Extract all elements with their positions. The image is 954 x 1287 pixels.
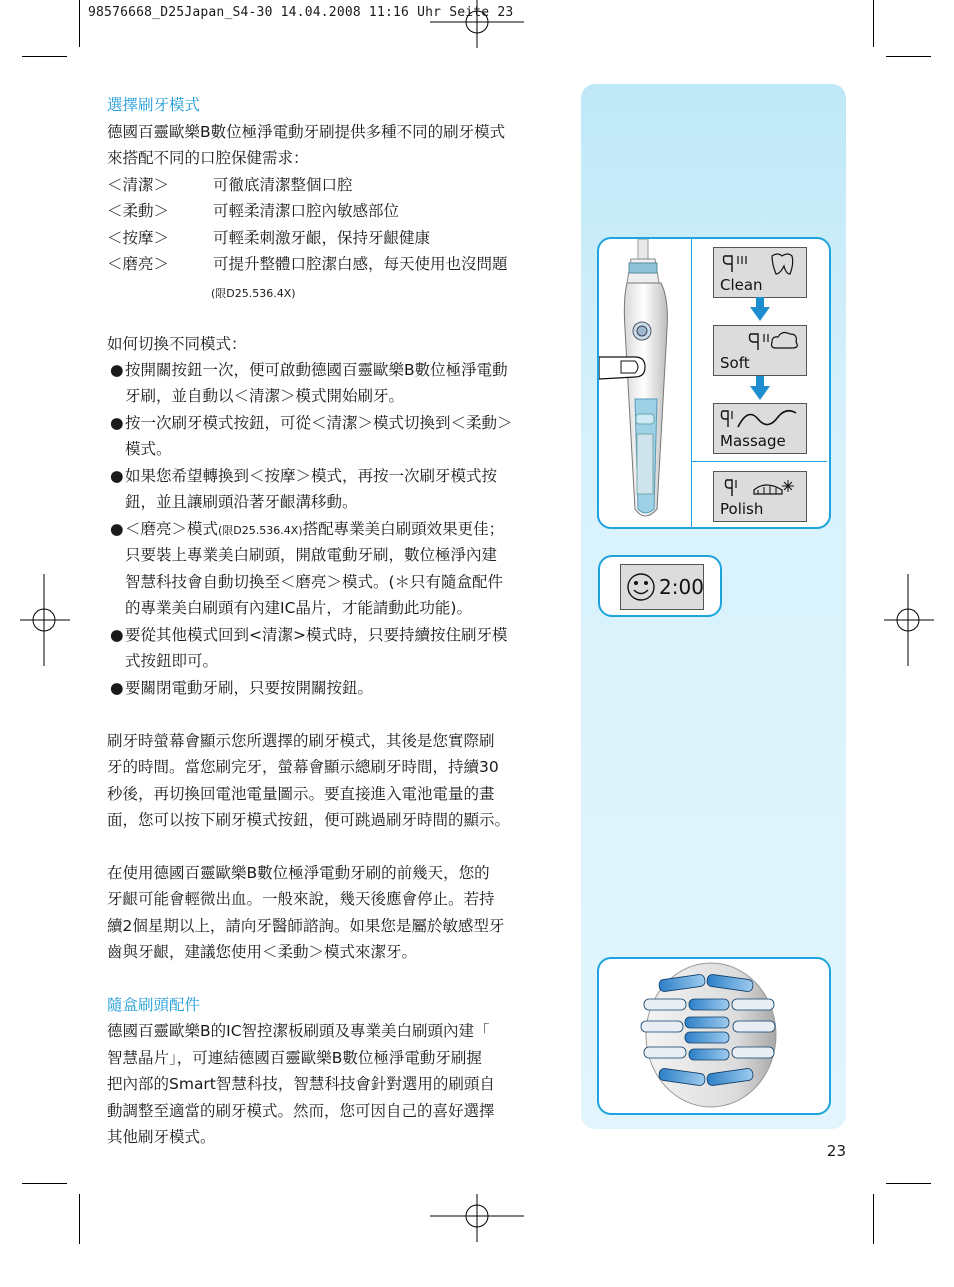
bullet-line: 式按鈕即可。	[125, 652, 219, 670]
paragraph-line: 續2個星期以上，請向牙醫師諮詢。如果您是屬於敏感型牙	[107, 917, 505, 935]
mode-desc: 可輕柔刺激牙齦，保持牙齦健康	[213, 229, 431, 247]
bullet-dot: ●	[110, 467, 124, 485]
paragraph-line: 刷牙時螢幕會顯示您所選擇的刷牙模式，其後是您實際刷	[107, 732, 495, 750]
mode-name: ＜磨亮＞	[107, 255, 170, 273]
mode-desc: 可輕柔清潔口腔內敏感部位	[213, 202, 400, 220]
bullet-line: 按開關按鈕一次，便可啟動德國百靈歐樂B數位極淨電動	[125, 361, 508, 379]
paragraph-line: 德國百靈歐樂B的IC智控潔板刷頭及專業美白刷頭內建「	[107, 1022, 490, 1040]
paragraph-line: 在使用德國百靈歐樂B數位極淨電動牙刷的前幾天，您的	[107, 864, 490, 882]
lcd-mode-label: Polish	[720, 500, 764, 518]
bullet-line: 要從其他模式回到<清潔>模式時，只要持續按住刷牙模	[125, 626, 508, 644]
bullet-dot: ●	[110, 679, 124, 697]
paragraph-line: 面，您可以按下刷牙模式按鈕，便可跳過刷牙時間的顯示。	[107, 811, 511, 829]
timer-value: 2:00	[659, 575, 704, 599]
bullet-dot: ●	[110, 414, 124, 432]
bullet-dot: ●	[110, 520, 124, 538]
wave-icon	[718, 407, 802, 433]
section-title-switch: 如何切換不同模式：	[107, 335, 247, 353]
crop-mark	[886, 1183, 931, 1184]
paragraph-line: 秒後，再切換回電池電量圖示。要直接進入電池電量的畫	[107, 785, 495, 803]
intro-line: 來搭配不同的口腔保健需求：	[107, 149, 309, 167]
bullet-line	[125, 516, 504, 545]
lcd-mode-label: Massage	[720, 432, 786, 450]
mode-name: ＜柔動＞	[107, 202, 170, 220]
model-note: (限D25.536.4X)	[211, 287, 296, 300]
brush-head-panel	[597, 957, 831, 1115]
print-header: 98576668_D25Japan_S4-30 14.04.2008 11:16 Uhr Seite 23	[88, 5, 514, 20]
intro-line: 德國百靈歐樂B數位極淨電動牙刷提供多種不同的刷牙模式	[107, 123, 506, 141]
paragraph-line: 牙齦可能會輕微出血。一般來說，幾天後應會停止。若持	[107, 890, 495, 908]
smiley-icon	[625, 571, 657, 603]
mode-name: ＜按摩＞	[107, 229, 170, 247]
bullet-line: 鈕，並且讓刷頭沿著牙齦溝移動。	[125, 493, 358, 511]
bullet-line: 模式。	[125, 440, 172, 458]
lcd-mode-label: Soft	[720, 354, 750, 372]
crop-mark	[79, 1194, 80, 1244]
crop-mark	[79, 0, 80, 47]
registration-mark-left	[20, 574, 70, 666]
crop-mark	[22, 1183, 67, 1184]
crop-mark	[22, 56, 67, 57]
registration-mark-bottom	[430, 1194, 524, 1244]
tooth-icon	[720, 252, 796, 276]
bullet-text-part: 搭配專業美白刷頭效果更佳；	[302, 520, 505, 538]
bullet-dot: ●	[110, 626, 124, 644]
crop-mark	[886, 56, 931, 57]
bullet-line: 的專業美白刷頭有內建IC晶片，才能請動此功能)。	[125, 599, 472, 617]
paragraph-line: 智慧晶片」，可連結德國百靈歐樂B數位極淨電動牙刷握	[107, 1049, 482, 1067]
lcd-massage	[713, 403, 807, 454]
bullet-line: 按一次刷牙模式按鈕，可從＜清潔＞模式切換到＜柔動＞	[125, 414, 513, 432]
section-title-modes: 選擇刷牙模式	[107, 96, 201, 114]
lcd-timer	[620, 564, 704, 610]
crop-mark	[873, 0, 874, 47]
paragraph-line: 其他刷牙模式。	[107, 1128, 216, 1146]
page-number: 23	[826, 1142, 846, 1160]
model-note-inline: (限D25.536.4X)	[218, 524, 303, 537]
mode-desc: 可徹底清潔整個口腔	[213, 176, 353, 194]
bullet-line: 智慧科技會自動切換至＜磨亮＞模式。(＊只有隨盒配件	[125, 573, 504, 591]
cloud-icon	[720, 330, 800, 354]
panel-divider	[692, 461, 827, 462]
bullet-text-part: ＜磨亮＞模式	[125, 520, 219, 538]
bullet-line: 只要裝上專業美白刷頭，開啟電動牙刷，數位極淨內建	[125, 546, 498, 564]
brush-head-illustration	[599, 959, 829, 1113]
lcd-polish	[713, 471, 807, 522]
sparkle-teeth-icon	[720, 476, 800, 500]
bullet-line: 要關閉電動牙刷，只要按開關按鈕。	[125, 679, 374, 697]
lcd-soft	[713, 325, 807, 376]
crop-mark	[873, 1194, 874, 1244]
paragraph-line: 齒與牙齦，建議您使用＜柔動＞模式來潔牙。	[107, 943, 418, 961]
arrow-down-icon	[750, 297, 770, 321]
lcd-mode-label: Clean	[720, 276, 763, 294]
mode-display-panel	[597, 237, 831, 529]
paragraph-line: 動調整至適當的刷牙模式。然而，您可因自己的喜好選擇	[107, 1102, 495, 1120]
toothbrush-handle-illustration	[599, 239, 691, 527]
lcd-clean	[713, 247, 807, 298]
panel-divider	[691, 239, 692, 527]
paragraph-line: 牙的時間。當您刷完牙，螢幕會顯示總刷牙時間，持續30	[107, 758, 499, 776]
paragraph-line: 把內部的Smart智慧科技，智慧科技會針對選用的刷頭自	[107, 1075, 495, 1093]
bullet-line: 如果您希望轉換到＜按摩＞模式，再按一次刷牙模式按	[125, 467, 498, 485]
registration-mark-right	[884, 574, 934, 666]
bullet-dot: ●	[110, 361, 124, 379]
section-title-accessories: 隨盒刷頭配件	[107, 996, 201, 1014]
timer-panel	[598, 555, 722, 617]
mode-desc: 可提升整體口腔潔白感，每天使用也沒問題	[213, 255, 508, 273]
mode-name: ＜清潔＞	[107, 176, 170, 194]
arrow-down-icon	[750, 376, 770, 400]
bullet-line: 牙刷，並自動以＜清潔＞模式開始刷牙。	[125, 387, 405, 405]
